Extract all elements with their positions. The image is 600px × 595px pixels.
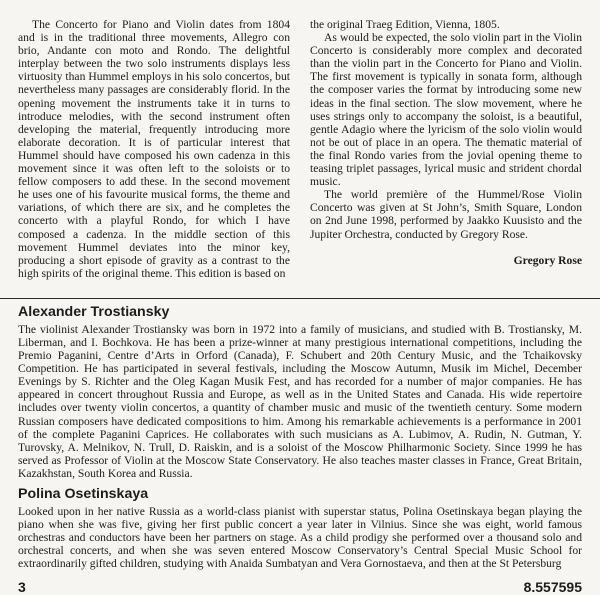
notes-paragraph-continued: the original Traeg Edition, Vienna, 1805.: [310, 18, 500, 31]
bio-trostiansky: [18, 304, 582, 480]
author-signature: Gregory Rose: [513, 253, 582, 267]
bio-heading: Alexander Trostiansky: [18, 303, 170, 320]
notes-paragraph: As would be expected, the solo violin part in the Violin Concerto is considerably more complex and decorated than the violin part in the Concerto for Piano and Violin. The first movement is typically in sonata form, although the composer varies the format by introducing some new ideas in the final section. The slow movement, where he uses strings only to accompany the soloist, is a beautiful, gentle Adagio where the lyricism of the solo violin would not be out of place in an opera. The thematic material of the final Rondo varies from the jovial opening theme to teasing triplet passages, lyrical music and strident chordal music.: [310, 31, 582, 189]
notes-paragraph: The world première of the Hummel/Rose Violin Concerto was given at St John’s, Smith Square, London on 2nd June 1998, performed by Jaakko Kuusisto and the Jupiter Orchestra, conducted by Gregory Rose.: [310, 188, 582, 241]
bio-text: The violinist Alexander Trostiansky was born in 1972 into a family of musicians, and studied with B. Trostiansky, M. Liberman, and I. Bochkova. He has been a prize-winner at many prestigious international competitions, including the Premio Paganini, Centre d’Arts in Orford (Canada), F. Schubert and 20th Century Music, and the Tchaikovsky Competition. He has participated in several festivals, including the Moscow Autumn, Musik im Michel, December Evenings by S. Richter and the Oleg Kagan Musik Fest, and has recorded for a number of major companies. He has appeared in concert throughout Russia and Europe, as well as in the United States and Canada. His wide repertoire includes over twenty violin concertos, a quantity of chamber music and music of the twentieth century. Some modern Russian composers have dedicated compositions to him. Among his remarkable achievements is a performance in 2001 of the complete Paganini Caprices. He collaborates with such musicians as A. Lubimov, A. Rudin, N. Gutman, Y. Turovsky, A. Melnikov, N. Trull, D. Raiskin, and is a soloist of the Moscow Philharmonic Society. Since 1999 he has served as Professor of Violin at the Moscow State Conservatory. He also teaches master classes in France, Great Britain, Kazakhstan, South Korea and Russia.: [18, 322, 582, 480]
notes-columns: [18, 18, 582, 280]
notes-column-left: [18, 18, 290, 280]
section-divider: [0, 298, 600, 299]
catalogue-number: 8.557595: [523, 579, 582, 595]
notes-column-right: [310, 18, 582, 280]
page-number: 3: [18, 579, 26, 595]
bio-osetinskaya: [18, 486, 582, 570]
bio-text: Looked upon in her native Russia as a world-class pianist with superstar status, Polina Osetinskaya began playing the piano when she was five, giving her first public concert a year later in Vilnius. Since she was eight, world famous orchestras and conductors have been her partners on stage. As a child prodigy she performed over a thousand solo and orchestral concerts, and when she was seven entered Moscow Conservatory’s Central Special Music School for extraordinarily gifted children, studying with Anaida Sumbatyan and Vera Gornostaeva, and then at the St Petersburg: [18, 505, 582, 571]
booklet-page: [18, 18, 582, 570]
bio-heading: Polina Osetinskaya: [18, 486, 149, 502]
notes-paragraph: The Concerto for Piano and Violin dates from 1804 and is in the traditional three movements, Allegro con brio, Andante con moto and Rondo. The delightful interplay between the two solo instruments displays less virtuosity than Hummel employs in his solo concertos, but nevertheless many passages are considerably florid. In the opening movement the instruments take it in turns to introduce melodies, with the second instrument often developing the material, frequently introducing more elaborate decoration. It is of particular interest that Hummel should have composed his own cadenza in this movement since it was often left to the soloists or to fellow composers to add these. In the second movement he uses one of his favourite musical forms, the theme and variations, of which there are six, and he completes the concerto with a playful Rondo, for which I have composed a cadenza. In the middle section of this movement Hummel deviates into the minor key, producing a short episode of gravity as a contrast to the high spirits of the original theme. This edition is based on: [18, 18, 290, 280]
